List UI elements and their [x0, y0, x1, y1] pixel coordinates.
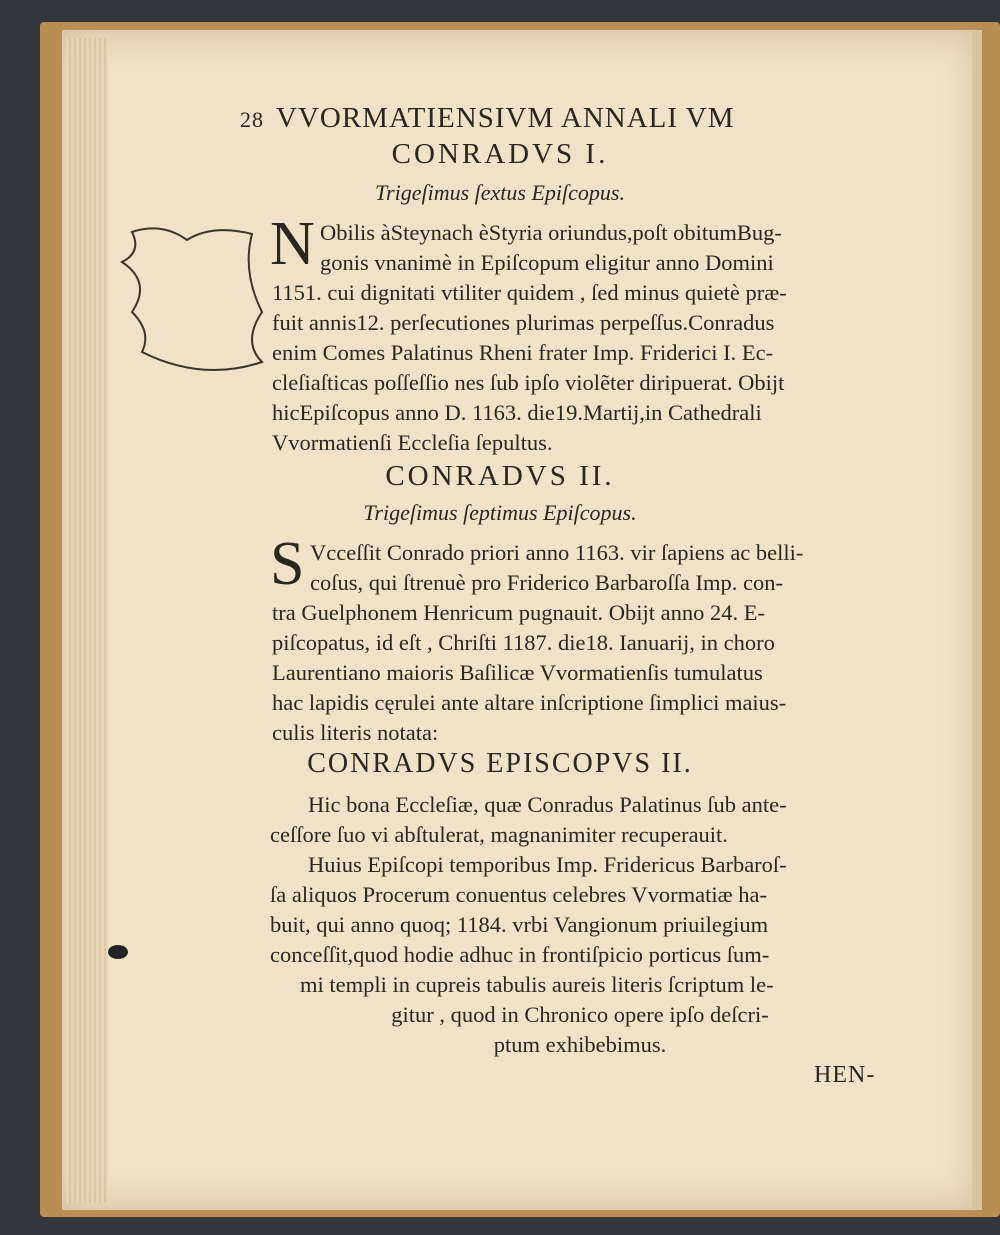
text-line: Huius Epiſcopi temporibus Imp. Fridericus Barbaroſ-	[308, 852, 787, 877]
inscription-title: CONRADVS EPISCOPVS II.	[307, 748, 693, 779]
text-line: hicEpiſcopus anno D. 1163. die19.Martij,in Cathedrali	[272, 400, 762, 425]
text-line: 1151. cui dignitati vtiliter quidem , ſed minus quietè præ-	[272, 280, 787, 305]
text-line: cleſiaſticas poſſeſſio nes ſub ipſo violẽter diripuerat. Obijt	[272, 370, 785, 395]
catchword: HEN-	[814, 1062, 876, 1088]
text-line: tra Guelphonem Henricum pugnauit. Obijt anno 24. E-	[272, 600, 766, 625]
text-line: Laurentiano maioris Baſilicæ Vvormatienſis tumulatus	[272, 660, 763, 685]
text-line: gonis vnanimè in Epiſcopum eligitur anno Domini	[320, 250, 774, 275]
text-line: gitur , quod in Chronico opere ipſo deſcri-	[391, 1002, 769, 1027]
page-edges	[66, 38, 108, 1203]
text-line: ptum exhibebimus.	[493, 1032, 667, 1057]
running-header	[240, 102, 734, 135]
section1-title: CONRADVS I.	[391, 138, 609, 170]
text-line: conceſſit,quod hodie adhuc in frontiſpicio porticus ſum-	[270, 942, 770, 967]
page-number: 28	[240, 107, 264, 132]
section1-body	[272, 218, 787, 458]
section1-subtitle: Trigeſimus ſextus Epiſcopus.	[375, 180, 625, 205]
text-line: culis literis notata:	[272, 720, 439, 745]
text-line: buit, qui anno quoq; 1184. vrbi Vangionum priuilegium	[270, 912, 769, 937]
section1-initial: N	[270, 210, 315, 278]
header-title: VVORMATIENSIVM ANNALI VM	[276, 102, 735, 134]
text-line: Obilis àSteynach èStyria oriundus,poſt obitumBug-	[320, 220, 782, 245]
text-line: ceſſore ſuo vi abſtulerat, magnanimiter recuperauit.	[270, 822, 728, 847]
section2-body	[272, 538, 803, 748]
text-line: hac lapidis cęrulei ante altare inſcriptione ſimplici maius-	[272, 690, 787, 715]
text-line: mi templi in cupreis tabulis aureis literis ſcriptum le-	[300, 972, 774, 997]
text-line: Hic bona Eccleſiæ, quæ Conradus Palatinus ſub ante-	[308, 792, 787, 817]
text-line: coſus, qui ſtrenuè pro Friderico Barbaroſſa Imp. con-	[310, 570, 783, 595]
text-line: piſcopatus, id eſt , Chriſti 1187. die18. Ianuarij, in choro	[272, 630, 775, 655]
text-line: Vcceſſit Conrado priori anno 1163. vir ſapiens ac belli-	[310, 540, 804, 565]
empty-heraldic-shield-icon	[112, 222, 272, 382]
page-fold	[972, 30, 982, 1210]
text-line: ſa aliquos Procerum conuentus celebres Vvormatiæ ha-	[270, 882, 767, 907]
ink-blot-mark	[108, 945, 128, 959]
section2-subtitle: Trigeſimus ſeptimus Epiſcopus.	[363, 500, 637, 525]
inscription-body	[270, 790, 890, 1060]
text-line: Vvormatienſi Eccleſia ſepultus.	[272, 430, 553, 455]
section2-initial: S	[270, 530, 305, 598]
text-line: enim Comes Palatinus Rheni frater Imp. Friderici I. Ec-	[272, 340, 774, 365]
text-line: fuit annis12. perſecutiones plurimas perpeſſus.Conradus	[272, 310, 775, 335]
section2-title: CONRADVS II.	[385, 460, 615, 492]
